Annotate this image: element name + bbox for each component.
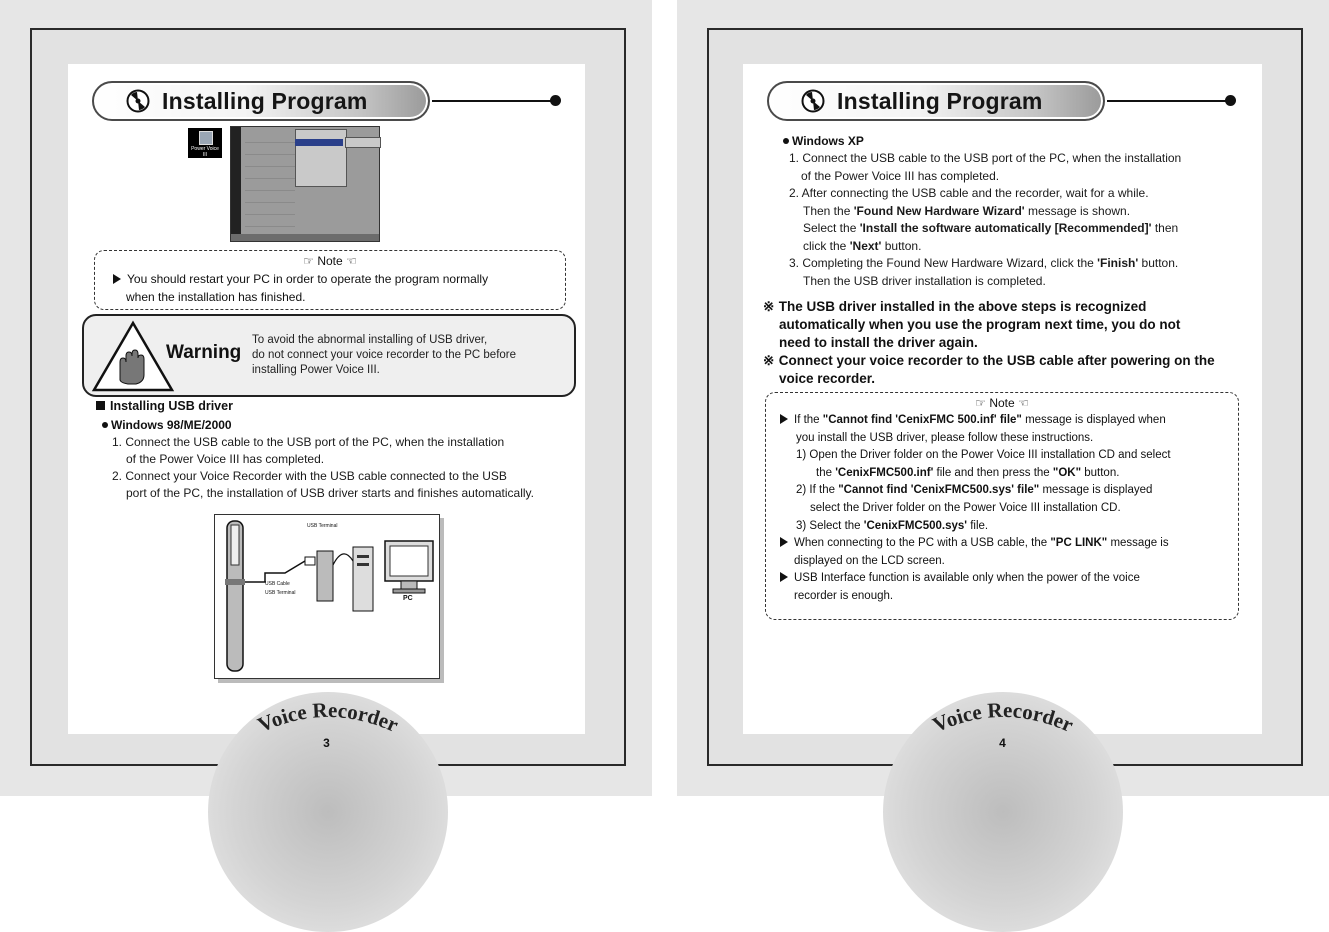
warning-line-1: To avoid the abnormal installing of USB driver,	[252, 334, 488, 346]
note-sub-3: 3) Select the 'CenixFMC500.sys' file.	[796, 519, 989, 532]
note-sub-1-line-2: the 'CenixFMC500.inf' file and then press the "OK" button.	[816, 466, 1120, 479]
warning-line-3: installing Power Voice III.	[252, 364, 380, 376]
triangle-bullet-icon	[780, 414, 788, 424]
left-page	[68, 64, 585, 750]
step-2-line-1: 2. Connect your Voice Recorder with the USB cable connected to the USB	[112, 469, 507, 483]
start-menu-items	[245, 131, 295, 239]
desktop-shortcut-label: Power Voice III	[191, 146, 219, 158]
start-menu	[230, 126, 380, 242]
footer-logo-text: Voice Recorder	[254, 697, 403, 737]
section-header	[92, 81, 562, 123]
page-title: Installing Program	[162, 88, 368, 114]
step-3-line-1: 3. Completing the Found New Hardware Wizard, click the 'Finish' button.	[789, 256, 1179, 270]
xp-install-steps	[789, 150, 1259, 290]
os-title	[102, 418, 232, 432]
note-line-1: You should restart your PC in order to operate the program normally	[127, 272, 489, 286]
step-1-line-2: of the Power Voice III has completed.	[801, 168, 1000, 183]
step-2-line-4: click the 'Next' button.	[803, 238, 922, 253]
header-rule	[1107, 100, 1231, 102]
os-title-text: Windows 98/ME/2000	[111, 418, 232, 432]
taskbar	[231, 234, 379, 241]
note-heading: ☞ Note ☜	[303, 254, 357, 268]
step-2-line-2: port of the PC, the installation of USB driver starts and finishes automatically.	[126, 486, 534, 500]
note-sub-1-line-1: 1) Open the Driver folder on the Power Voice III installation CD and select	[796, 449, 1171, 462]
step-2-line-1: 2. After connecting the USB cable and the recorder, wait for a while.	[789, 186, 1149, 200]
svg-text:Voice Recorder	[254, 698, 402, 737]
note-sub-2-line-1: 2) If the "Cannot find 'CenixFMC500.sys' file" message is displayed	[796, 484, 1153, 497]
section-header	[767, 81, 1237, 123]
pc-label: PC	[403, 595, 413, 602]
start-menu-screenshot	[188, 126, 382, 242]
note-body	[113, 270, 563, 306]
remark-1-line-1: ※ The USB driver installed in the above steps is recognized	[763, 299, 1147, 314]
section-title	[96, 399, 233, 413]
note-item-3-line-2: recorder is enough.	[794, 589, 894, 602]
usb-terminal-top-label: USB Terminal	[307, 523, 338, 529]
left-sheet	[0, 0, 652, 796]
install-steps	[112, 434, 582, 502]
warning-line-2: do not connect your voice recorder to the PC before	[252, 349, 517, 361]
page-title: Installing Program	[837, 88, 1043, 114]
power-voice-submenu	[345, 137, 381, 148]
warning-text	[252, 333, 572, 378]
remarks	[763, 298, 1258, 388]
note-box	[765, 392, 1239, 620]
step-1-line-2: of the Power Voice III has completed.	[126, 452, 325, 466]
os-title	[783, 134, 864, 148]
note-sub-2-line-2: select the Driver folder on the Power Voice III installation CD.	[810, 501, 1121, 514]
usb-cable-label: USB Cable	[265, 581, 290, 587]
programs-submenu	[295, 129, 347, 187]
page-number: 3	[323, 736, 330, 750]
step-1-line-1: 1. Connect the USB cable to the USB port of the PC, when the installation	[112, 435, 505, 449]
step-2-line-3: Select the 'Install the software automatically [Recommended]' then	[803, 221, 1179, 235]
note-item-3: USB Interface function is available only when the power of the voice	[780, 570, 1238, 588]
note-item-2-line-2: displayed on the LCD screen.	[794, 554, 945, 567]
disc-icon	[126, 89, 150, 113]
step-1-line-1: 1. Connect the USB cable to the USB port of the PC, when the installation	[789, 151, 1182, 165]
step-3-line-2: Then the USB driver installation is completed.	[803, 273, 1046, 288]
reference-mark-icon: ※	[763, 353, 775, 368]
note-item-2: When connecting to the PC with a USB cable, the "PC LINK" message is	[780, 535, 1238, 553]
dot-bullet-icon	[102, 422, 108, 428]
program-icon	[199, 131, 213, 145]
note-heading: ☞ Note ☜	[975, 396, 1029, 410]
note-item-1-line-2: you install the USB driver, please follow these instructions.	[796, 431, 1094, 444]
footer-logo-text: Voice Recorder	[929, 697, 1078, 737]
step-2-line-2: Then the 'Found New Hardware Wizard' message is shown.	[803, 203, 1131, 218]
note-line-2: when the installation has finished.	[126, 290, 306, 304]
disc-icon	[801, 89, 825, 113]
note-item-1: If the "Cannot find 'CenixFMC 500.inf' file" message is displayed when	[780, 412, 1238, 430]
header-dot	[550, 95, 561, 106]
section-title-text: Installing USB driver	[110, 399, 233, 413]
os-title-text: Windows XP	[792, 134, 864, 148]
remark-2-line-2: voice recorder.	[779, 371, 876, 386]
right-sheet	[677, 0, 1329, 796]
triangle-bullet-icon	[780, 537, 788, 547]
desktop-shortcut	[188, 128, 222, 158]
triangle-bullet-icon	[113, 274, 121, 284]
start-menu-strip	[231, 127, 241, 241]
warning-hand-icon	[90, 320, 176, 394]
warning-box	[82, 314, 576, 397]
page-number: 4	[999, 736, 1006, 750]
header-dot	[1225, 95, 1236, 106]
right-page	[743, 64, 1262, 750]
warning-label: Warning	[166, 342, 242, 363]
remark-1-line-3: need to install the driver again.	[779, 335, 978, 350]
note-box	[94, 250, 566, 310]
usb-connection-diagram	[214, 514, 440, 679]
dot-bullet-icon	[783, 138, 789, 144]
footer-logo	[218, 682, 438, 738]
square-bullet-icon	[96, 401, 105, 410]
remark-1-line-2: automatically when you use the program next time, you do not	[779, 317, 1181, 332]
usb-terminal-bottom-label: USB Terminal	[265, 590, 296, 596]
svg-text:Voice Recorder	[929, 698, 1077, 737]
footer-logo	[893, 682, 1113, 738]
remark-2-line-1: ※ Connect your voice recorder to the USB cable after powering on the	[763, 353, 1215, 368]
reference-mark-icon: ※	[763, 299, 775, 314]
selected-menu-item	[295, 139, 343, 146]
header-rule	[432, 100, 556, 102]
note-body	[780, 412, 1238, 606]
triangle-bullet-icon	[780, 572, 788, 582]
